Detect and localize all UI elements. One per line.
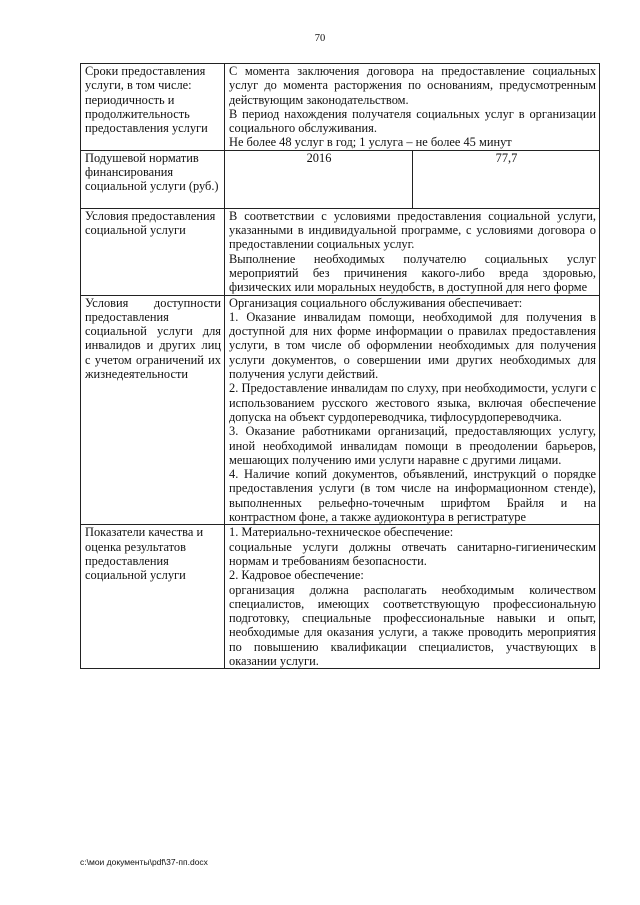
row-content: Организация социального обслуживания обеспечивает: 1. Оказание инвалидам помощи, необходимой для получения в доступной для них форме информации о правилах предоставления услуги, в том числе об оформлении необходимых для получения услуги документов, о совершении ими других необходимых для получения услуги действий. 2. Предоставление инвалидам по слуху, при необходимости, услуги с использованием русского жестового языка, включая обеспечение допуска на объект сурдопереводчика, тифлосурдопереводчика. 3. Оказание работниками организаций, предоставляющих услугу, иной необходимой инвалидам помощи в преодолении барьеров, мешающих получению ими услуги наравне с другими лицами. 4. Наличие копий документов, объявлений, инструкций о порядке предоставления услуги (в том числе на информационном стенде), выполненных рельефно-точечным шрифтом Брайля и на контрастном фоне, а также аудиоконтура в регистратуре	[225, 295, 600, 525]
row-label: Подушевой норматив финансирования социальной услуги (руб.)	[81, 150, 225, 208]
footer-file-path: c:\мои документы\pdf\37-пп.docx	[80, 857, 208, 867]
norm-value-cell: 77,7	[413, 150, 600, 208]
row-content: В соответствии с условиями предоставления социальной услуги, указанными в индивидуальной программе, с условиями договора о предоставлении социальных услуг. Выполнение необходимых получателю социальных услуг мероприятий без причинения какого-либо вреда здоровью, физических или моральных неудобств, в доступной для него форме	[225, 208, 600, 295]
row-label: Условия предоставления социальной услуги	[81, 208, 225, 295]
row-label: Сроки предоставления услуги, в том числе: периодичность и продолжительность предоставления услуги	[81, 64, 225, 151]
year-cell: 2016	[225, 150, 413, 208]
table-row	[81, 208, 600, 295]
service-standard-table	[80, 63, 600, 669]
page-number: 70	[314, 33, 326, 44]
table-row	[81, 150, 600, 208]
row-content: 1. Материально-техническое обеспечение: социальные услуги должны отвечать санитарно-гигиеническим нормам и требованиям безопасности. 2. Кадровое обеспечение: организация должна располагать необходимым количеством специалистов, имеющих соответствующую профессиональную подготовку, специальные профессиональные навыки и опыт, необходимые для оказания услуги, а также проводить мероприятия по повышению квалификации специалистов, участвующих в оказании услуги.	[225, 525, 600, 669]
table-row	[81, 525, 600, 669]
row-label: Условия доступности предоставления социальной услуги для инвалидов и других лиц с учетом ограничений их жизнедеятельности	[81, 295, 225, 525]
row-label: Показатели качества и оценка результатов предоставления социальной услуги	[81, 525, 225, 669]
table-row	[81, 64, 600, 151]
row-content: С момента заключения договора на предоставление социальных услуг до момента расторжения по основаниям, предусмотренным действующим законодательством. В период нахождения получателя социальных услуг в организации социального обслуживания. Не более 48 услуг в год; 1 услуга – не более 45 минут	[225, 64, 600, 151]
table-row	[81, 295, 600, 525]
